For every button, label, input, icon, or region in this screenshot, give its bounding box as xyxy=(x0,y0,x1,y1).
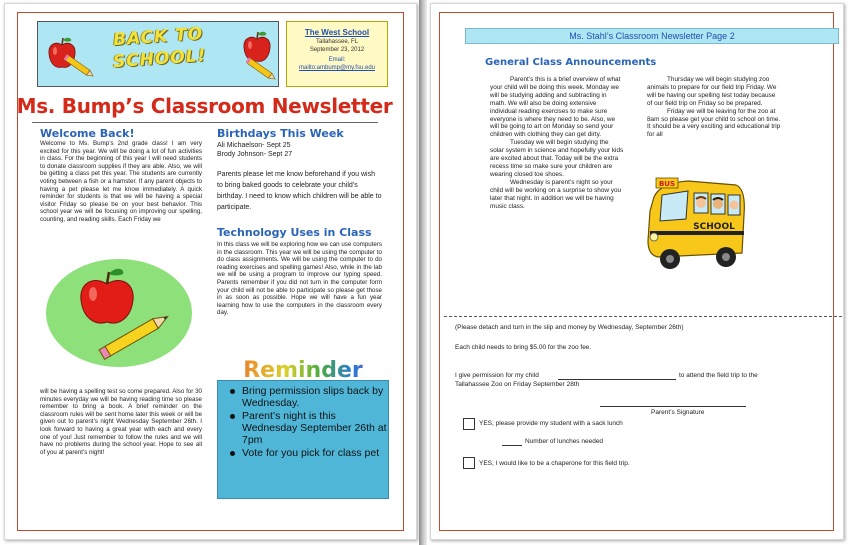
welcome-text-continued: will be having a spelling test so come prepared. Also for 30 minutes everyday we will be having reading time so please remember to bring a book. A brief reminder on the classroom rules will be sent home later this week or will be given out to parent’s night Wednesday September 26th. I look forward to having a great year with each and every one of you! Just remember to follow the rules and we will have no problems during the school year. Hope to see all of you at parent’s night! xyxy=(40,388,202,456)
school-city: Tallahassee, FL xyxy=(315,39,359,45)
pencil-icon xyxy=(62,52,98,82)
sack-lunch-option: YES, please provide my student with a sack lunch xyxy=(479,420,623,427)
announcement-paragraph: Thursday we will begin studying zoo animals to prepare for our field trip Friday. We will be having our spelling test today because of our field trip on Friday so be prepared. xyxy=(647,76,777,107)
detach-cut-line xyxy=(444,316,842,317)
permission-prefix: I give permission for my child xyxy=(455,372,539,379)
chaperone-option: YES, I would like to be a chaperone for this field trip. xyxy=(479,460,630,467)
banner-line-1: BACK TO xyxy=(112,23,204,51)
birthday-entry: Brody Johnson- Sept 27 xyxy=(217,151,293,158)
newsletter-title: Ms. Bump’s Classroom Newsletter xyxy=(16,94,393,118)
birthday-list xyxy=(217,141,382,159)
permission-suffix: to attend the field trip to the xyxy=(679,372,758,379)
title-divider xyxy=(32,122,378,123)
signature-line[interactable] xyxy=(600,406,746,407)
banner-line-2: SCHOOL! xyxy=(112,45,208,73)
welcome-heading: Welcome Back! xyxy=(40,127,135,140)
announcement-paragraph: Parent’s this is a brief overview of what your child will be doing this week. Monday we will be studying adding and subtracting in math. We will also be doing extensive individual reading exercises to make sure everyone is where they need to be. Also, we will be going to art on Monday so send your children with clothing they can get dirty. xyxy=(490,76,621,139)
birthday-entry: Ali Michaelson- Sept 25 xyxy=(217,142,291,149)
announcement-paragraph: Wednesday is parent’s night so your child will be working on a surprise to show you later that night. In addition we will be having music class. xyxy=(490,178,622,210)
reminder-box xyxy=(217,380,389,499)
permission-line-2: Tallahassee Zoo on Friday September 28th xyxy=(455,381,580,388)
page-gutter xyxy=(419,0,427,545)
school-info-box xyxy=(286,21,388,87)
pencil-icon xyxy=(244,56,280,84)
announcement-paragraph: Tuesday we will begin studying the solar system in science and hopefully your kids are excited about that. Today will be the extra recess time so make sure your children are wearing closed toe shoes. xyxy=(490,139,624,178)
slip-fee: Each child needs to bring $5.00 for the zoo fee. xyxy=(455,344,592,351)
announcements-column-1 xyxy=(490,76,624,210)
school-name: The West School xyxy=(304,28,370,37)
sack-lunch-checkbox[interactable] xyxy=(463,418,475,430)
back-to-school-banner xyxy=(37,21,279,87)
birthday-note: Parents please let me know beforehand if you wish to bring baked goods to celebrate your child’s birthday. I need to know which children will be able to participate. xyxy=(217,171,382,211)
bus-top-label: BUS xyxy=(658,180,676,188)
bus-side-label: SCHOOL xyxy=(693,222,735,232)
welcome-text: Welcome to Ms. Bump’s 2nd grade class! I am very excited for this year. We will be doing a lot of fun activities in class. For the beginning of this year I will need students to donate classroom supplies if they are able. Also, we will be getting a class pet this year. The students are currently voting between a fish or a hamster. If any parent objects to having a pet please let me know immediately. A quick reminder for students is that we will be having a special visitor Friday so please be on your best behavior. This school year we will be focusing on improving our spelling, counting, and reading skills. Each Friday we xyxy=(40,140,202,223)
child-name-line[interactable] xyxy=(558,379,676,380)
apple-with-pencil-illustration xyxy=(45,258,193,368)
technology-text: In this class we will be exploring how we can use computers in the classroom. This year we will be using the computer to do class assignments. We will be using the computer to do reading exercises and spelling games! Also, while in the lab we will be using a program to improve our typing speed. Parents remember if you did not turn in the computer form your child will not be able to participate so please get those in as soon as possible. Hope we will have a fun year learning how to use the computers in the classroom every day. xyxy=(217,241,382,317)
email-label: Email: xyxy=(328,57,346,63)
reminder-item: Bring permission slips back by Wednesday. xyxy=(242,385,388,409)
technology-heading: Technology Uses in Class xyxy=(217,226,372,239)
email-link[interactable]: mailto:ambump@my.fsu.edu xyxy=(298,65,375,71)
lunch-count-line[interactable] xyxy=(502,445,522,446)
lunch-count-label: Number of lunches needed xyxy=(525,438,604,445)
reminder-item: Parent’s night is this Wednesday September 26th at 7pm xyxy=(242,410,387,446)
page-2-header: Ms. Stahl’s Classroom Newsletter Page 2 xyxy=(465,28,839,44)
announcement-paragraph: Friday we will be leaving for the zoo at 8am so please get your child to school on time. It should be a very exciting and educational trip for all xyxy=(647,107,781,139)
reminder-title: Reminder xyxy=(219,359,387,383)
newsletter-date: September 23, 2012 xyxy=(309,47,365,53)
reminder-list xyxy=(218,385,388,459)
announcements-heading: General Class Announcements xyxy=(485,57,657,68)
school-bus-illustration xyxy=(640,175,750,273)
back-to-school-lettering xyxy=(97,22,222,74)
chaperone-checkbox[interactable] xyxy=(463,457,475,469)
signature-label: Parent’s Signature xyxy=(651,409,705,416)
reminder-item: Vote for you pick for class pet xyxy=(242,447,388,459)
slip-instruction: (Please detach and turn in the slip and money by Wednesday, September 26th) xyxy=(455,324,684,331)
announcements-column-2 xyxy=(647,76,781,139)
birthdays-heading: Birthdays This Week xyxy=(217,127,344,140)
